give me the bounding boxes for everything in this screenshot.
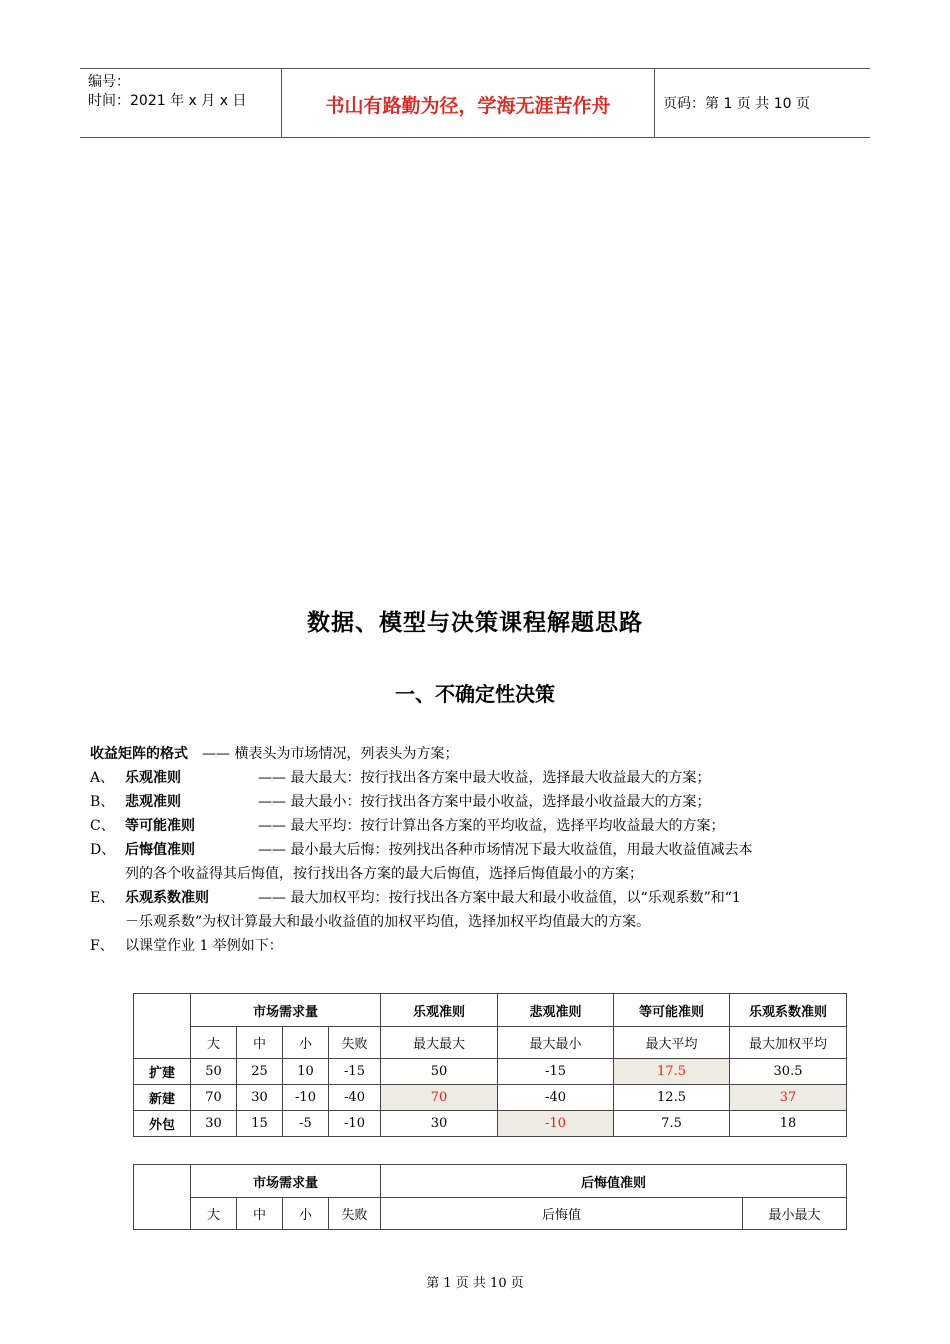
table-cell: -5	[283, 1111, 329, 1137]
page-number-label: 页码：第 1 页 共 10 页	[663, 96, 810, 112]
table-cell: 50	[191, 1059, 237, 1085]
criterion-sub: 最大平均	[614, 1027, 730, 1059]
criterion-desc: —— 最小最大后悔：按列找出各种市场情况下最大收益值，用最大收益值减去本	[258, 842, 753, 858]
table-cell-highlight: -10	[498, 1111, 614, 1137]
table-cell: 15	[237, 1111, 283, 1137]
table-cell: 10	[283, 1059, 329, 1085]
table-cell: -15	[498, 1059, 614, 1085]
table-cell: 7.5	[614, 1111, 730, 1137]
criterion-e-continued: －乐观系数”为权计算最大和最小收益值的加权平均值，选择加权平均值最大的方案。	[125, 914, 651, 930]
table-row	[134, 1111, 847, 1137]
format-desc: —— 横表头为市场情况，列表头为方案；	[202, 746, 459, 762]
section-title: 一、不确定性决策	[395, 682, 555, 706]
row-header: 扩建	[134, 1059, 191, 1085]
criterion-d-continued: 列的各个收益得其后悔值，按行找出各方案的最大后悔值，选择后悔值最小的方案；	[125, 866, 643, 882]
criterion-desc: —— 最大最小：按行找出各方案中最小收益，选择最小收益最大的方案；	[258, 794, 711, 810]
table-cell: 70	[191, 1085, 237, 1111]
criterion-label: C、	[90, 818, 115, 834]
criterion-f	[90, 934, 870, 958]
criterion-name: 乐观系数准则	[125, 890, 209, 906]
market-col: 大	[191, 1198, 237, 1230]
table-cell: 30	[237, 1085, 283, 1111]
table-cell-highlight: 70	[381, 1085, 498, 1111]
format-name: 收益矩阵的格式	[90, 746, 188, 762]
criterion-b	[90, 790, 870, 814]
table-cell: 25	[237, 1059, 283, 1085]
market-col: 大	[191, 1027, 237, 1059]
table-cell: 50	[381, 1059, 498, 1085]
criterion-label: A、	[90, 770, 115, 786]
market-col: 中	[237, 1198, 283, 1230]
header-divider	[654, 69, 655, 137]
table-cell: -10	[283, 1085, 329, 1111]
criterion-label: D、	[90, 842, 116, 858]
criterion-c	[90, 814, 870, 838]
criterion-name: 乐观准则	[125, 770, 181, 786]
table-cell-highlight: 37	[730, 1085, 847, 1111]
criterion-name: 等可能准则	[125, 818, 195, 834]
criterion-label: F、	[90, 938, 114, 954]
table-cell: 18	[730, 1111, 847, 1137]
table-row	[134, 1085, 847, 1111]
regret-table	[133, 1164, 847, 1230]
criterion-sub: 最大最大	[381, 1027, 498, 1059]
criterion-sub: 最大最小	[498, 1027, 614, 1059]
table-row	[134, 1059, 847, 1085]
table-cell: -40	[498, 1085, 614, 1111]
criterion-label: E、	[90, 890, 115, 906]
criterion-header: 等可能准则	[614, 994, 730, 1027]
table-cell: -40	[329, 1085, 381, 1111]
market-col: 小	[283, 1027, 329, 1059]
criterion-d	[90, 838, 870, 862]
row-header: 外包	[134, 1111, 191, 1137]
table-cell: 30.5	[730, 1059, 847, 1085]
body-text	[90, 742, 870, 958]
header-motto: 书山有路勤为径，学海无涯苦作舟	[325, 95, 611, 117]
criterion-desc: —— 最大最大：按行找出各方案中最大收益，选择最大收益最大的方案；	[258, 770, 711, 786]
table-cell: -15	[329, 1059, 381, 1085]
criterion-desc: 以课堂作业 1 举例如下：	[125, 938, 283, 954]
criterion-header: 乐观准则	[381, 994, 498, 1027]
number-label: 编号：	[88, 74, 130, 90]
criterion-header: 悲观准则	[498, 994, 614, 1027]
criterion-name: 后悔值准则	[125, 842, 195, 858]
market-col: 中	[237, 1027, 283, 1059]
market-col: 失败	[329, 1198, 381, 1230]
criterion-sub: 最大加权平均	[730, 1027, 847, 1059]
time-label: 时间：2021 年 x 月 x 日	[88, 93, 247, 109]
market-header: 市场需求量	[191, 994, 381, 1027]
criterion-a	[90, 766, 870, 790]
criterion-desc: —— 最大平均：按行计算出各方案的平均收益，选择平均收益最大的方案；	[258, 818, 725, 834]
market-col: 小	[283, 1198, 329, 1230]
market-col: 失败	[329, 1027, 381, 1059]
criterion-name: 悲观准则	[125, 794, 181, 810]
table-cell: 30	[191, 1111, 237, 1137]
document-title: 数据、模型与决策课程解题思路	[307, 609, 643, 636]
criterion-desc: —— 最大加权平均：按行找出各方案中最大和最小收益值，以“乐观系数”和“1	[258, 890, 741, 906]
criterion-header: 乐观系数准则	[730, 994, 847, 1027]
regret-sub: 最小最大	[743, 1198, 847, 1230]
page-header	[80, 68, 870, 138]
corner-cell	[134, 1165, 191, 1230]
market-header: 市场需求量	[191, 1165, 381, 1198]
decision-table	[133, 993, 847, 1137]
format-line	[90, 742, 870, 766]
page-footer: 第 1 页 共 10 页	[426, 1276, 524, 1291]
header-meta	[88, 73, 246, 111]
criterion-label: B、	[90, 794, 115, 810]
table-cell: 30	[381, 1111, 498, 1137]
row-header: 新建	[134, 1085, 191, 1111]
table-cell: 12.5	[614, 1085, 730, 1111]
table-cell-highlight: 17.5	[614, 1059, 730, 1085]
table-cell: -10	[329, 1111, 381, 1137]
regret-sub: 后悔值	[381, 1198, 743, 1230]
criterion-e	[90, 886, 870, 910]
regret-header: 后悔值准则	[381, 1165, 847, 1198]
corner-cell	[134, 994, 191, 1059]
